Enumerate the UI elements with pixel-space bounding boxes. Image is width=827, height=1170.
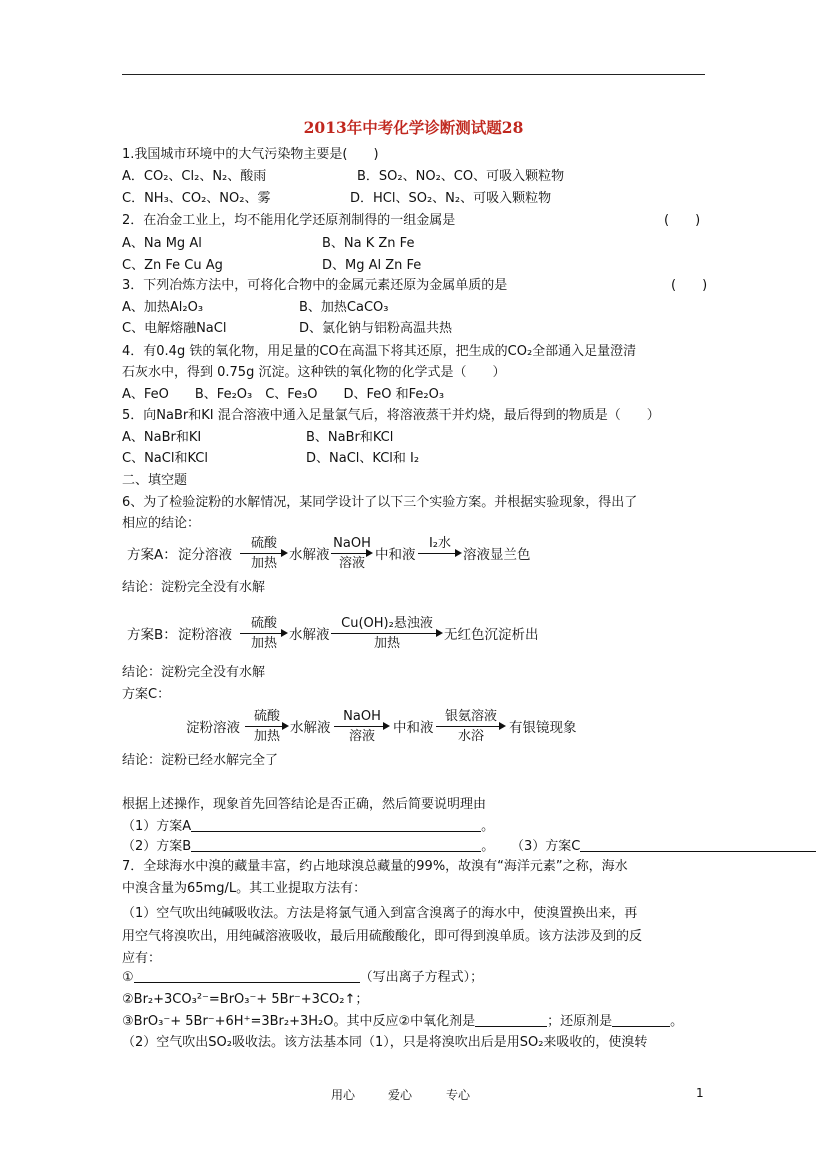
q7-reaction3 [122, 1013, 683, 1031]
footer-motto-1: 用心 [331, 1088, 356, 1102]
q7-p1-line3: 应有： [122, 951, 162, 966]
q7-reaction1-hint: （写出离子方程式）； [359, 970, 484, 985]
q3-option-d: D、氯化钠与铝粉高温共热 [299, 321, 453, 336]
plan-b-label: 方案B： [127, 627, 177, 643]
q5-option-b: B、NaBr和KCl [306, 430, 394, 445]
q3-answer-paren: ( ) [671, 278, 708, 293]
plan-a-label: 方案A： [127, 547, 177, 563]
q4-line2: 石灰水中，得到 0.75g 沉淀。这种铁的氧化物的化学式是（ ） [122, 365, 506, 380]
q7-reaction3-text: ③BrO₃⁻+ 5Br⁻+6H⁺=3Br₂+3H₂O。其中反应②中氧化剂是 [122, 1014, 476, 1029]
q6-answer-a-label: （1）方案A [122, 819, 192, 834]
q3-option-b: B、加热CaCO₃ [299, 300, 389, 315]
q7-p1-line2: 用空气将溴吹出，用纯碱溶液吸收，最后用硫酸酸化，即可得到溴单质。该方法涉及到的反 [122, 929, 643, 944]
plan-b-arrow1-reagent: 硫酸 [250, 616, 277, 631]
q6-answer-c-label: （3）方案C [511, 839, 581, 854]
plan-a-arrow3 [418, 536, 462, 558]
plan-b-conclusion: 结论：淀粉完全没有水解 [122, 665, 266, 680]
plan-c-result: 有银镜现象 [509, 720, 577, 736]
section-heading: 二、填空题 [122, 473, 188, 488]
plan-c-step2: 水解液 [290, 720, 331, 736]
plan-b-arrow1-condition: 加热 [250, 636, 277, 651]
q7-reaction1-mark: ① [122, 970, 134, 985]
q6-answer-c [511, 838, 816, 856]
plan-c-arrow3 [436, 709, 506, 747]
q7-reaction2: ②Br₂+3CO₃²⁻=BrO₃⁻+ 5Br⁻+3CO₂↑； [122, 992, 369, 1007]
plan-a-step1: 淀分溶液 [178, 547, 232, 563]
q5-option-a: A、NaBr和KI [122, 430, 202, 445]
arrow-head-icon [455, 549, 462, 557]
plan-c-arrow1-reagent: 硫酸 [253, 709, 280, 724]
plan-c-arrow1-condition: 加热 [253, 729, 280, 744]
plan-a-arrow2-condition: 溶液 [338, 556, 365, 571]
q1-option-c: C．NH₃、CO₂、NO₂、雾 [122, 191, 271, 206]
q6-answer-b [122, 838, 494, 856]
q5-stem: 5．向NaBr和KI 混合溶液中通入足量氯气后，将溶液蒸干并灼烧，最后得到的物质是（ ） [122, 408, 660, 423]
footer-motto-2: 爱心 [388, 1088, 413, 1102]
plan-b-arrow2-condition: 加热 [373, 636, 400, 651]
plan-b-arrow2 [331, 616, 443, 654]
plan-a-arrow3-reagent: I₂水 [428, 536, 452, 551]
q1-option-a: A．CO₂、Cl₂、N₂、酸雨 [122, 169, 267, 184]
q3-option-c: C、电解熔融NaCl [122, 321, 227, 336]
q5-option-c: C、NaCl和KCl [122, 451, 208, 466]
q4-options: A、FeO B、Fe₂O₃ C、Fe₃O D、FeO 和Fe₂O₃ [122, 387, 445, 402]
plan-b-step1: 淀粉溶液 [178, 627, 232, 643]
q2-stem: 2．在冶金工业上，均不能用化学还原剂制得的一组金属是 [122, 213, 456, 228]
q7-line2: 中溴含量为65mg/L。其工业提取方法有： [122, 881, 367, 896]
q7-reductant-blank[interactable] [612, 1013, 670, 1027]
q3-option-a: A、加热Al₂O₃ [122, 300, 204, 315]
q2-option-a: A、Na Mg Al [122, 236, 202, 251]
q6-answer-c-blank[interactable] [580, 838, 816, 852]
header-rule [122, 74, 705, 75]
plan-a-arrow1-condition: 加热 [250, 556, 277, 571]
q2-option-b: B、Na K Zn Fe [322, 236, 415, 251]
plan-a-conclusion: 结论：淀粉完全没有水解 [122, 580, 266, 595]
plan-a-arrow1-reagent: 硫酸 [250, 536, 277, 551]
plan-c-arrow2-reagent: NaOH [343, 709, 381, 724]
q2-option-c: C、Zn Fe Cu Ag [122, 258, 223, 273]
plan-b-result: 无红色沉淀析出 [444, 627, 539, 643]
plan-c-arrow2 [334, 709, 390, 747]
plan-c-label: 方案C： [122, 687, 171, 702]
plan-a-step3: 中和液 [375, 547, 416, 563]
q6-instruction: 根据上述操作，现象首先回答结论是否正确，然后简要说明理由 [122, 797, 487, 812]
q7-reaction3-mid: ；还原剂是 [547, 1014, 613, 1029]
q6-answer-a [122, 818, 494, 836]
plan-a-arrow2-reagent: NaOH [333, 536, 371, 551]
plan-c-arrow2-condition: 溶液 [348, 729, 375, 744]
q1-option-b: B．SO₂、NO₂、CO、可吸入颗粒物 [357, 169, 565, 184]
q6-answer-a-blank[interactable] [191, 818, 481, 832]
q7-reaction1 [122, 969, 483, 987]
page-number: 1 [696, 1086, 704, 1100]
q7-p1-line1: （1）空气吹出纯碱吸收法。方法是将氯气通入到富含溴离子的海水中，使溴置换出来，再 [122, 906, 638, 921]
q7-reaction3-end: 。 [670, 1014, 684, 1029]
q4-line1: 4．有0.4g 铁的氧化物，用足量的CO在高温下将其还原，把生成的CO₂全部通入足量澄清 [122, 344, 637, 359]
plan-c-arrow1 [245, 709, 289, 747]
plan-b-arrow1 [240, 616, 288, 654]
plan-a-arrow2 [331, 536, 373, 574]
q7-reaction1-blank[interactable] [134, 969, 360, 983]
q3-stem: 3．下列冶炼方法中，可将化合物中的金属元素还原为金属单质的是 [122, 278, 508, 293]
plan-c-arrow3-reagent: 银氨溶液 [444, 709, 497, 724]
q6-answer-b-blank[interactable] [191, 838, 481, 852]
page-title: 2013年中考化学诊断测试题28 [303, 118, 524, 137]
plan-b-step2: 水解液 [289, 627, 330, 643]
plan-b-arrow2-reagent: Cu(OH)₂悬浊液 [341, 616, 433, 631]
plan-c-conclusion: 结论：淀粉已经水解完全了 [122, 753, 279, 768]
plan-a-step2: 水解液 [289, 547, 330, 563]
q1-option-d: D．HCl、SO₂、N₂、可吸入颗粒物 [350, 191, 552, 206]
q2-answer-paren: ( ) [664, 213, 701, 228]
plan-a-result: 溶液显兰色 [463, 547, 531, 563]
plan-c-step3: 中和液 [393, 720, 434, 736]
q5-option-d: D、NaCl、KCl和 I₂ [306, 451, 420, 466]
q6-answer-a-end: 。 [481, 819, 495, 834]
q6-answer-b-end: 。 [481, 839, 495, 854]
plan-c-step1: 淀粉溶液 [186, 720, 240, 736]
q1-stem: 1.我国城市环境中的大气污染物主要是( ) [122, 147, 379, 162]
q7-p2: （2）空气吹出SO₂吸收法。该方法基本同（1），只是将溴吹出后是用SO₂来吸收的，使溴转 [122, 1035, 648, 1050]
q6-line2: 相应的结论： [122, 516, 201, 531]
plan-a-arrow1 [240, 536, 288, 574]
q7-line1: 7．全球海水中溴的藏量丰富，约占地球溴总藏量的99%，故溴有“海洋元素”之称，海水 [122, 859, 628, 874]
q2-option-d: D、Mg Al Zn Fe [322, 258, 422, 273]
q6-line1: 6、为了检验淀粉的水解情况，某同学设计了以下三个实验方案。并根据实验现象，得出了 [122, 495, 638, 510]
footer-motto-3: 专心 [446, 1088, 471, 1102]
q7-oxidant-blank[interactable] [475, 1013, 547, 1027]
plan-c-arrow3-condition: 水浴 [457, 729, 484, 744]
q6-answer-b-label: （2）方案B [122, 839, 192, 854]
